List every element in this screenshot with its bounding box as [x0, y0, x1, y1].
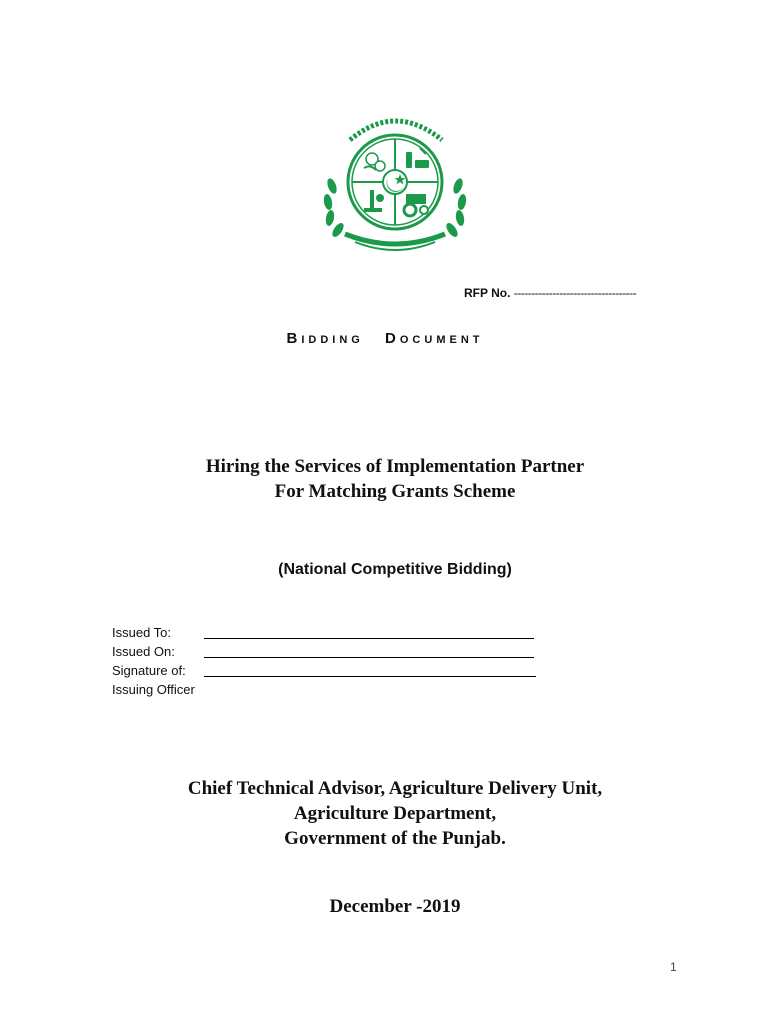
issuing-authority [0, 776, 770, 851]
signature-line [204, 638, 534, 639]
punjab-government-logo [320, 102, 470, 252]
title-word-document: OCUMENT [399, 334, 484, 346]
rfp-number [464, 286, 636, 300]
project-heading [0, 454, 770, 504]
authority-line-3: Government of the Punjab. [284, 828, 506, 849]
field-label: Issued On: [112, 644, 175, 659]
title-initial-d: D [385, 330, 400, 347]
signature-line [204, 657, 534, 658]
authority-line-1: Chief Technical Advisor, Agriculture Delivery Unit, [187, 778, 603, 799]
title-word-bidding: IDDING [301, 334, 364, 346]
page-number: 1 [670, 960, 677, 974]
field-label: Signature of: [112, 663, 186, 678]
bidding-type: (National Competitive Bidding) [278, 561, 512, 578]
rfp-label: RFP No. [464, 286, 511, 300]
field-label: Issuing Officer [112, 682, 195, 697]
heading-line-1: Hiring the Services of Implementation Partner [205, 456, 585, 477]
field-label: Issued To: [112, 625, 172, 640]
document-date: December -2019 [329, 896, 461, 917]
authority-line-2: Agriculture Department, [293, 803, 497, 824]
signature-line [204, 676, 536, 677]
crest-graphic [320, 102, 470, 252]
heading-line-2: For Matching Grants Scheme [274, 481, 516, 502]
rfp-blank: ----------------------------------- [513, 286, 637, 300]
document-type-title [0, 330, 770, 347]
title-initial-b: B [286, 330, 302, 347]
